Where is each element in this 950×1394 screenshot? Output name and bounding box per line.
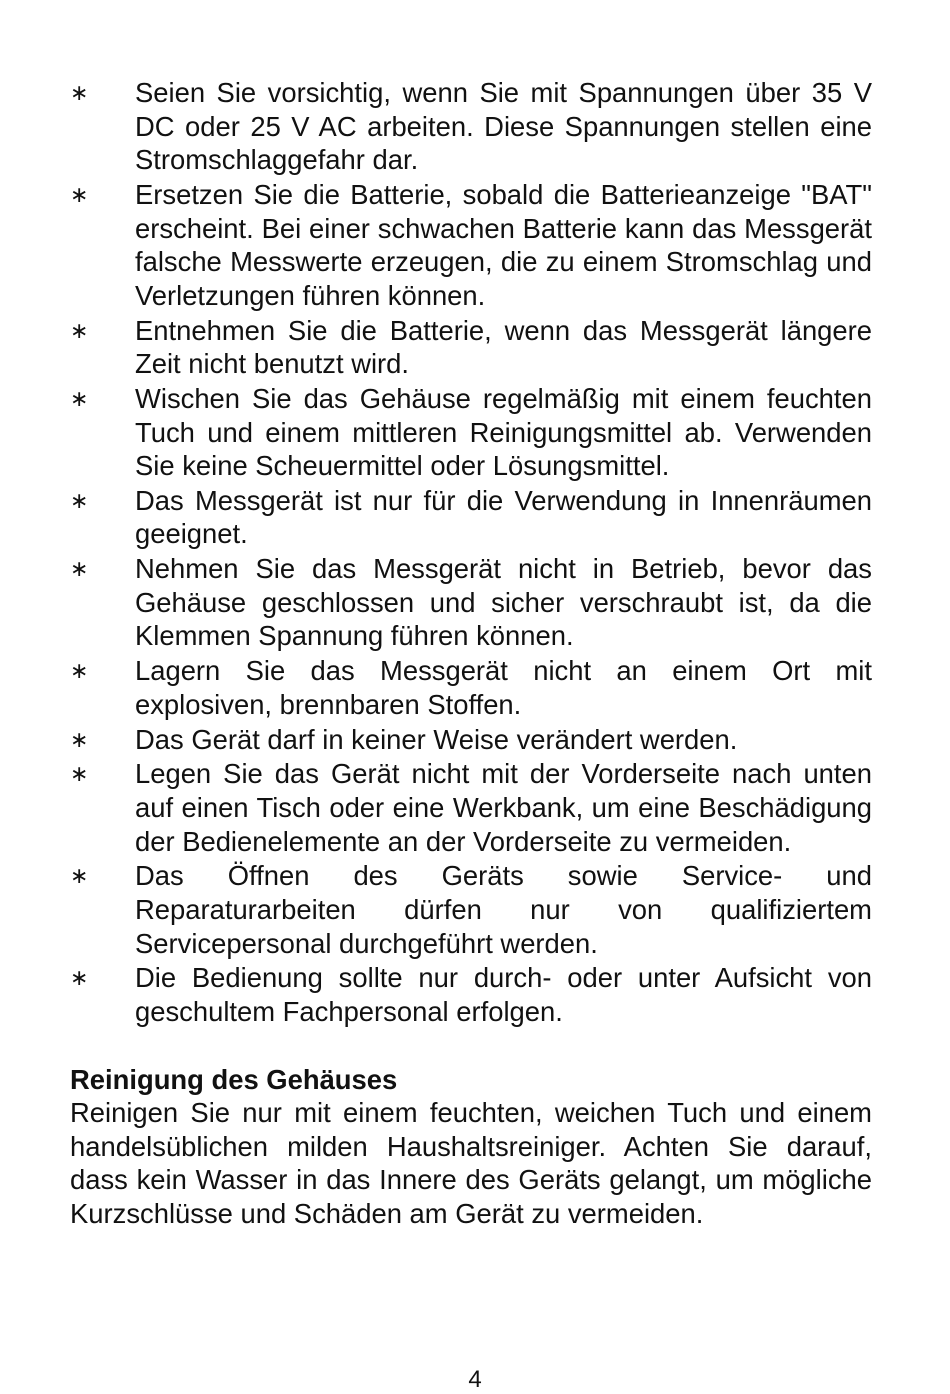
bullet-text: Nehmen Sie das Messgerät nicht in Betrieb, bevor das Gehäuse geschlossen und sicher verschraubt ist, da die Klemmen Spannung führen können.	[135, 553, 872, 652]
safety-bullet-item	[70, 382, 872, 483]
bullet-text: Wischen Sie das Gehäuse regelmäßig mit einem feuchten Tuch und einem mittleren Reinigungsmittel ab. Verwenden Sie keine Scheuermittel oder Lösungsmittel.	[135, 382, 872, 482]
asterisk-bullet-icon: ∗	[70, 317, 89, 343]
asterisk-bullet-icon: ∗	[70, 726, 89, 752]
asterisk-bullet-icon: ∗	[70, 181, 89, 207]
safety-bullet-list	[70, 76, 872, 1029]
bullet-text: Die Bedienung sollte nur durch- oder unter Aufsicht von geschultem Fachpersonal erfolgen.	[135, 962, 872, 1027]
bullet-text: Das Gerät darf in keiner Weise verändert werden.	[135, 723, 738, 755]
document-page	[70, 76, 872, 1230]
section-heading: Reinigung des Gehäuses	[70, 1063, 398, 1095]
safety-bullet-item	[70, 961, 872, 1028]
bullet-text: Lagern Sie das Messgerät nicht an einem Ort mit explosiven, brennbaren Stoffen.	[135, 655, 872, 720]
page-number: 4	[468, 1366, 482, 1393]
bullet-text: Ersetzen Sie die Batterie, sobald die Batterieanzeige "BAT" erscheint. Bei einer schwachen Batterie kann das Messgerät falsche Messwerte erzeugen, die zu einem Stromschlag und Verletzungen führen können.	[135, 178, 872, 311]
safety-bullet-item	[70, 723, 872, 757]
safety-bullet-item	[70, 484, 872, 551]
bullet-text: Das Messgerät ist nur für die Verwendung in Innenräumen geeignet.	[135, 484, 872, 550]
asterisk-bullet-icon: ∗	[70, 487, 89, 513]
safety-bullet-item	[70, 859, 872, 960]
safety-bullet-item	[70, 178, 872, 312]
safety-bullet-item	[70, 654, 872, 721]
bullet-text: Seien Sie vorsichtig, wenn Sie mit Spannungen über 35 V DC oder 25 V AC arbeiten. Diese Spannungen stellen eine Stromschlaggefahr dar.	[135, 77, 872, 176]
safety-bullet-item	[70, 757, 872, 858]
asterisk-bullet-icon: ∗	[70, 658, 89, 684]
safety-bullet-item	[70, 314, 872, 381]
safety-bullet-item	[70, 552, 872, 653]
asterisk-bullet-icon: ∗	[70, 965, 89, 991]
section-paragraph: Reinigen Sie nur mit einem feuchten, weichen Tuch und einem handelsüblichen milden Haushaltsreiniger. Achten Sie darauf, dass kein Wasser in das Innere des Geräts gelangt, um mögliche Kurzschlüsse und Schäden am Gerät zu vermeiden.	[70, 1097, 872, 1229]
asterisk-bullet-icon: ∗	[70, 556, 89, 582]
asterisk-bullet-icon: ∗	[70, 385, 89, 411]
asterisk-bullet-icon: ∗	[70, 863, 89, 889]
safety-bullet-item	[70, 76, 872, 177]
bullet-text: Legen Sie das Gerät nicht mit der Vorderseite nach unten auf einen Tisch oder eine Werkbank, um eine Beschädigung der Bedienelemente an der Vorderseite zu vermeiden.	[135, 758, 872, 857]
bullet-text: Entnehmen Sie die Batterie, wenn das Messgerät längere Zeit nicht benutzt wird.	[135, 314, 872, 380]
asterisk-bullet-icon: ∗	[70, 761, 89, 787]
asterisk-bullet-icon: ∗	[70, 80, 89, 105]
bullet-text: Das Öffnen des Geräts sowie Service- und Reparaturarbeiten dürfen nur von qualifiziertem Servicepersonal durchgeführt werden.	[135, 860, 872, 959]
